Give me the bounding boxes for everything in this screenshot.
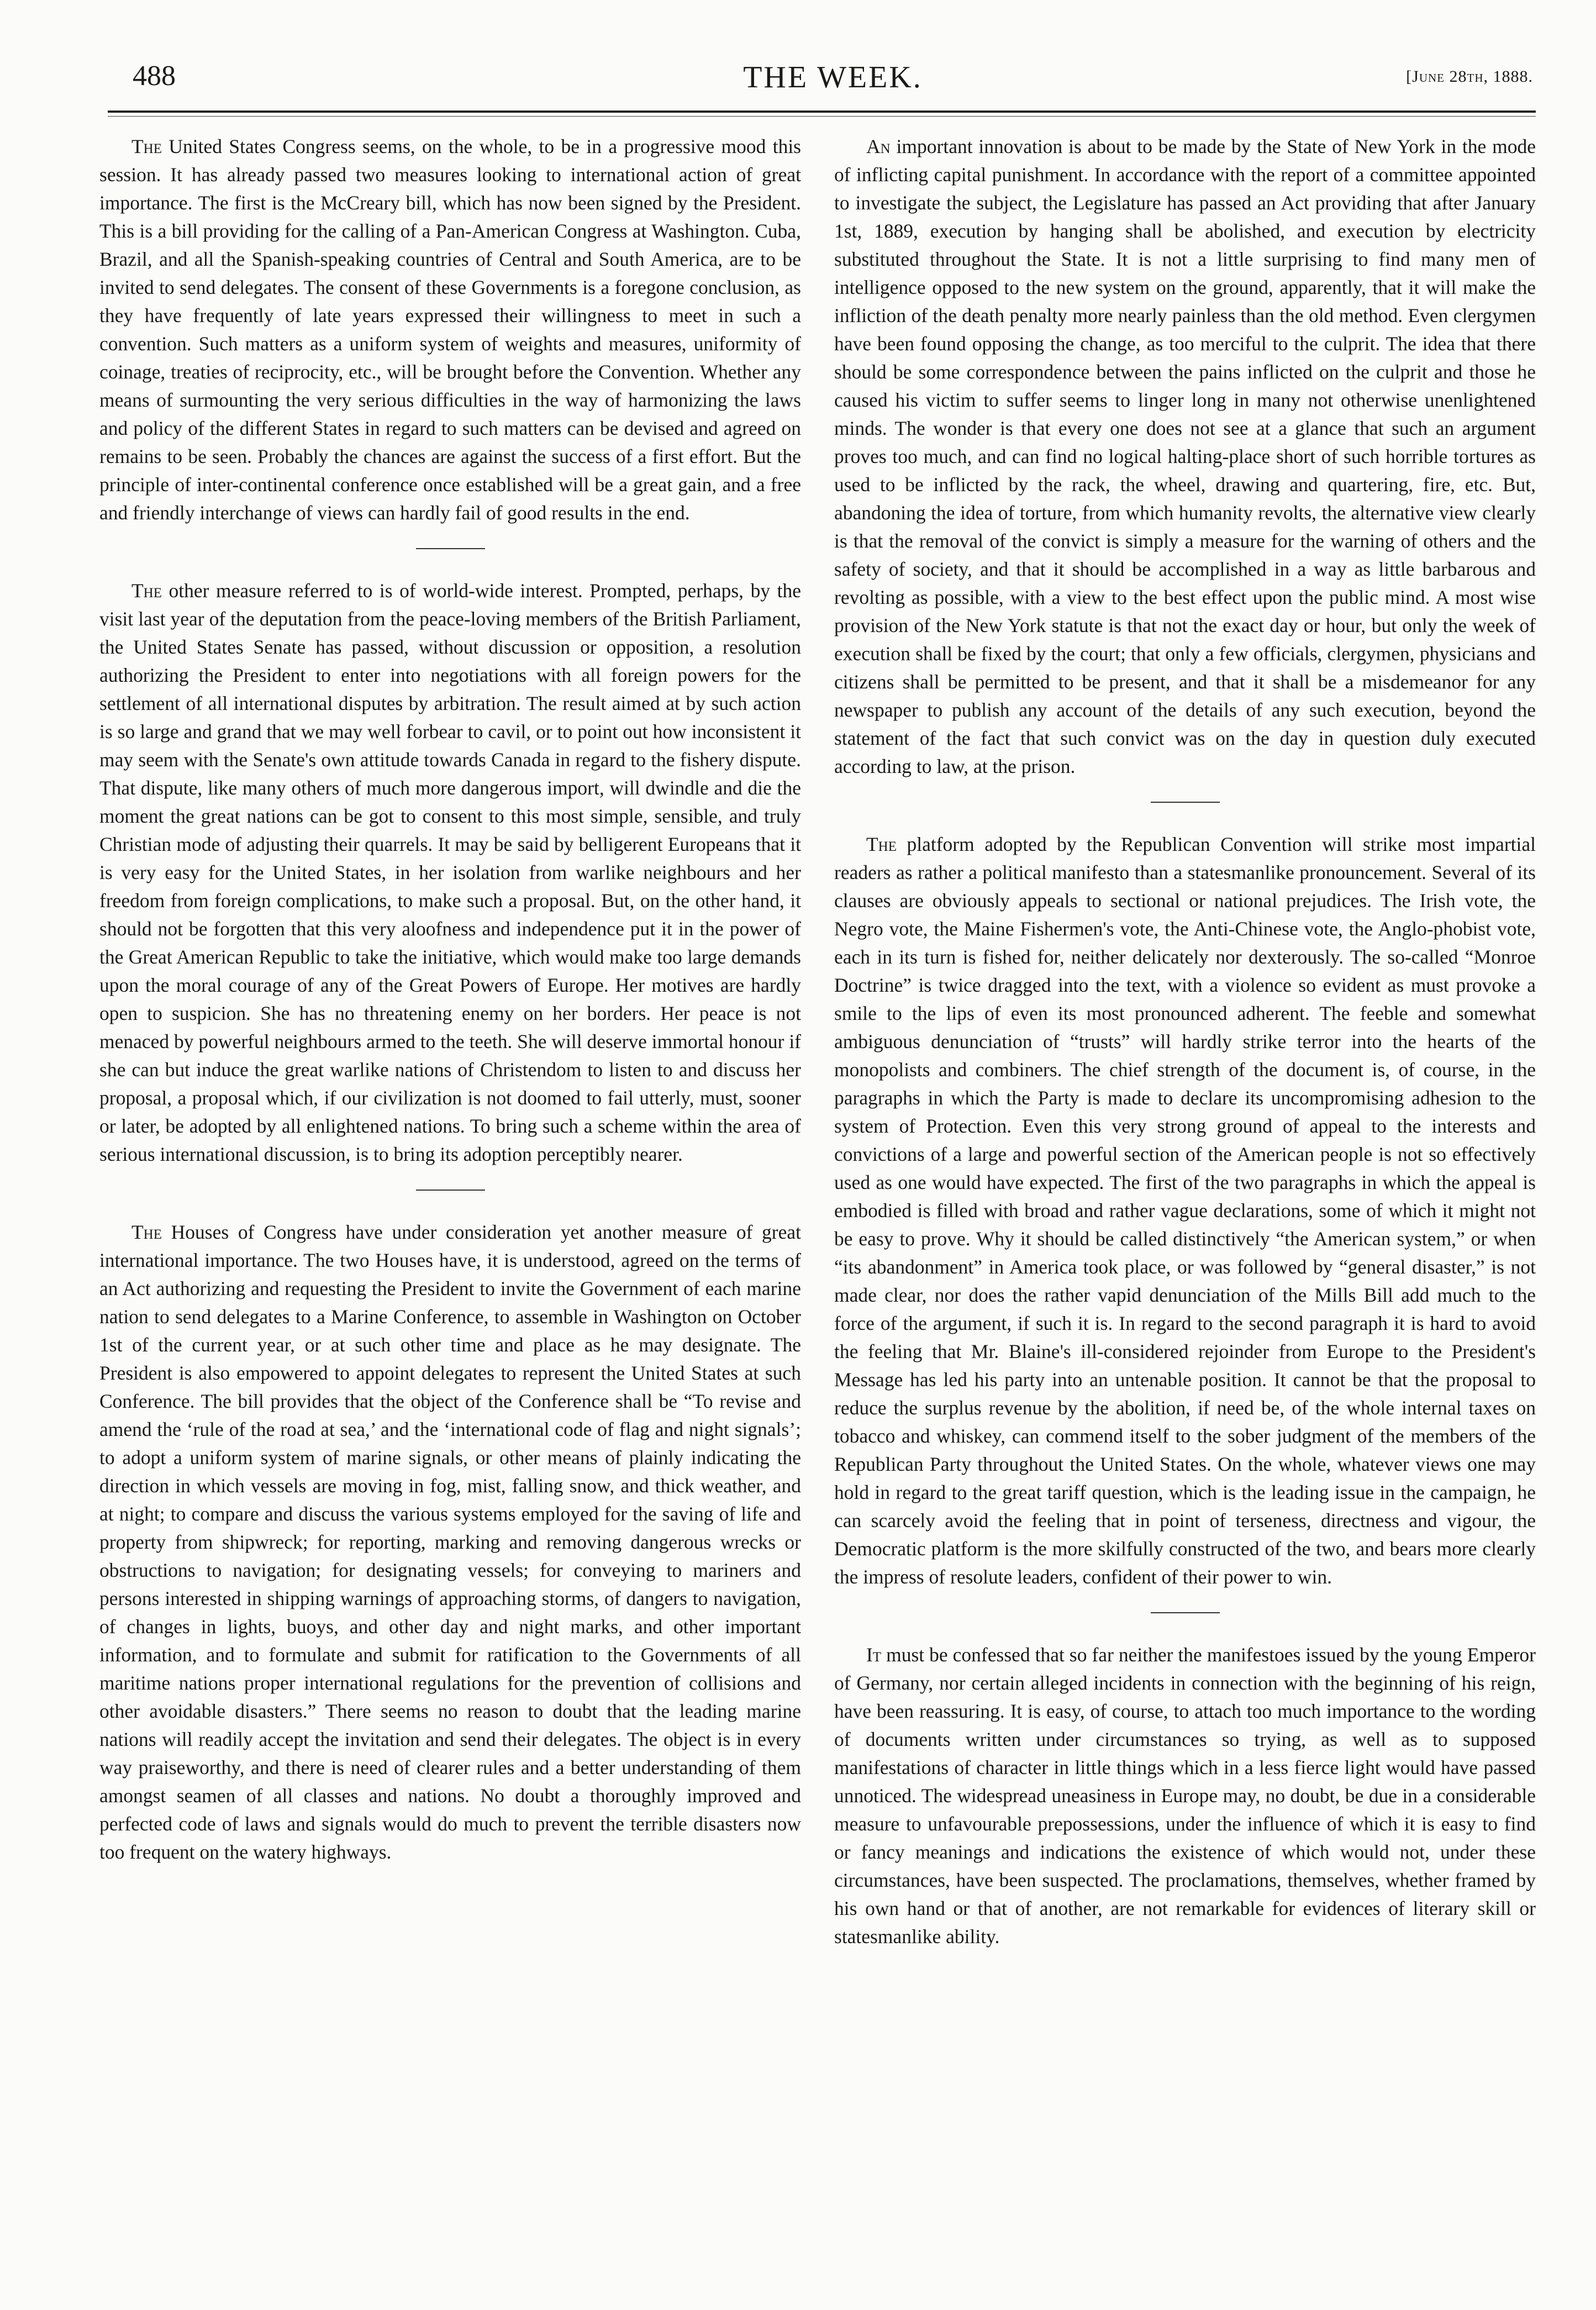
header-rule-thick: [108, 110, 1536, 113]
paragraph-lead: The: [131, 580, 162, 602]
page-header: [133, 60, 1533, 104]
article-paragraph: [834, 1641, 1536, 1951]
right-column: [834, 133, 1536, 1951]
paragraph-text: platform adopted by the Republican Convention will strike most impartial readers as rather a political manifesto than a statesmanlike pronouncement. Several of its clauses are obviously appeals to sectional or national prejudices. The Irish vote, the Negro vote, the Maine Fishermen's vote, the Anti-Chinese vote, the Anglo-phobist vote, each in its turn is fished for, neither delicately nor dexterously. The so-called “Monroe Doctrine” is twice dragged into the text, with a violence so evident as must provoke a smile to the lips of even its most pronounced adherent. The feeble and somewhat ambiguous denunciation of “trusts” will hardly strike terror into the hearts of the monopolists and combiners. The chief strength of the document is, of course, in the paragraphs in which the Party is made to declare its uncompromising adhesion to the system of Protection. Even this very strong ground of appeal to the interests and convictions of a large and powerful section of the American people is not so effectively used as one would have expected. The first of the two paragraphs in which the appeal is embodied is filled with broad and rather vague declarations, some of which it might not be easy to prove. Why it should be called distinctively “the American system,” or when “its abandonment” in America took place, or was followed by “general disaster,” is not made clear, nor does the rather vapid denunciation of the Mills Bill add much to the force of the argument, if such it is. In regard to the second paragraph it is hard to avoid the feeling that Mr. Blaine's ill-considered rejoinder from Europe to the President's Message has led his party into an untenable position. It cannot be that the proposal to reduce the surplus revenue by the abolition, if need be, of the whole internal taxes on tobacco and whiskey, can commend itself to the sober judgment of the members of the Republican Party throughout the United States. On the whole, whatever views one may hold in regard to the great tariff question, which is the leading issue in the campaign, he can scarcely avoid the feeling that in point of terseness, directness and vigour, the Democratic platform is the more skilfully constructed of the two, and bears more clearly the impress of resolute leaders, confident of their power to win.: [834, 833, 1536, 1588]
section-separator: [1151, 802, 1220, 803]
paragraph-lead: The: [866, 833, 897, 855]
paragraph-text: important innovation is about to be made by the State of New York in the mode of inflicting capital punishment. In accordance with the report of a committee appointed to investigate the subject, the Legislature has passed an Act providing that after January 1st, 1889, execution by hanging shall be abolished, and execution by electricity substituted throughout the State. It is not a little surprising to find many men of intelligence opposed to the new system on the ground, apparently, that it will make the infliction of the death penalty more nearly painless than the old method. Even clergymen have been found opposing the change, as too merciful to the culprit. The idea that there should be some correspondence between the pains inflicted on the culprit and those he caused his victim to suffer seems to linger long in many not otherwise unenlightened minds. The wonder is that every one does not see at a glance that such an argument proves too much, and can find no logical halting-place short of such horrible tortures as used to be inflicted by the rack, the wheel, drawing and quartering, fire, etc. But, abandoning the idea of torture, from which humanity revolts, the alternative view clearly is that the removal of the convict is simply a measure for the warning of others and the safety of society, and that it should be accomplished in a way as little barbarous and revolting as possible, with a view to the best effect upon the public mind. A most wise provision of the New York statute is that not the exact day or hour, but only the week of execution shall be fixed by the court; that only a few officials, clergymen, physicians and citizens shall be permitted to be present, and that it shall be a misdemeanor for any newspaper to publish any account of the details of any such execution, beyond the statement of the fact that such convict was on the day in question duly executed according to law, at the prison.: [834, 135, 1536, 777]
section-separator: [1151, 1612, 1220, 1613]
paragraph-lead: An: [866, 135, 891, 157]
left-column: [99, 133, 801, 1866]
paragraph-text: must be confessed that so far neither the manifestoes issued by the young Emperor of Germany, nor certain alleged incidents in connection with the beginning of his reign, have been reassuring. It is easy, of course, to attach too much importance to the wording of documents written under circumstances so trying, as well as to supposed manifestations of character in little things which in a less fierce light would have passed unnoticed. The widespread uneasiness in Europe may, no doubt, be due in a considerable measure to unfavourable prepossessions, under the influence of which it is easy to find or fancy meanings and indications the existence of which would not, under these circumstances, have been suspected. The proclamations, themselves, whether framed by his own hand or that of another, are not remarkable for evidences of literary skill or statesmanlike ability.: [834, 1644, 1536, 1948]
header-rule-thin: [108, 116, 1536, 117]
section-separator: [416, 1190, 485, 1191]
paragraph-lead: It: [866, 1644, 882, 1666]
article-paragraph: [99, 133, 801, 527]
article-paragraph: [99, 1218, 801, 1866]
paragraph-lead: The: [131, 1221, 162, 1243]
paragraph-text: Houses of Congress have under consideration yet another measure of great international importance. The two Houses have, it is understood, agreed on the terms of an Act authorizing and requesting the President to invite the Government of each marine nation to send delegates to a Marine Conference, to assemble in Washington on October 1st of the current year, or at such other time and place as he may designate. The President is also empowered to appoint delegates to represent the United States at such Conference. The bill provides that the object of the Conference shall be “To revise and amend the ‘rule of the road at sea,’ and the ‘international code of flag and night signals’; to adopt a uniform system of marine signals, or other means of plainly indicating the direction in which vessels are moving in fog, mist, falling snow, and thick weather, and at night; to compare and discuss the various systems employed for the saving of life and property from shipwreck; for reporting, marking and removing dangerous wrecks or obstructions to navigation; for designating vessels; for conveying to mariners and persons interested in shipping warnings of approaching storms, of dangers to navigation, of changes in lights, buoys, and other day and night marks, and other important information, and to formulate and submit for ratification to the Governments of all maritime nations proper international regulations for the prevention of collisions and other avoidable disasters.” There seems no reason to doubt that the leading marine nations will readily accept the invitation and send their delegates. The object is in every way praiseworthy, and there is need of clearer rules and a better understanding of them amongst seamen of all classes and nations. No doubt a thoroughly improved and perfected code of laws and signals would do much to prevent the terrible disasters now too frequent on the watery highways.: [99, 1221, 801, 1863]
paragraph-text: United States Congress seems, on the whole, to be in a progressive mood this session. It has already passed two measures looking to international action of great importance. The first is the McCreary bill, which has now been signed by the President. This is a bill providing for the calling of a Pan-American Congress at Washington. Cuba, Brazil, and all the Spanish-speaking countries of Central and South America, are to be invited to send delegates. The consent of these Governments is a foregone conclusion, as they have frequently of late years expressed their willingness to meet in such a convention. Such matters as a uniform system of weights and measures, uniformity of coinage, treaties of reciprocity, etc., will be brought before the Convention. Whether any means of surmounting the very serious difficulties in the way of harmonizing the laws and policy of the different States in regard to such matters can be devised and agreed on remains to be seen. Probably the chances are against the success of a first effort. But the principle of inter-continental conference once established will be a great gain, and a free and friendly interchange of views can hardly fail of good results in the end.: [99, 135, 801, 524]
article-paragraph: [834, 133, 1536, 781]
page-number: 488: [133, 60, 176, 92]
article-paragraph: [99, 577, 801, 1169]
section-separator: [416, 548, 485, 549]
paragraph-text: other measure referred to is of world-wide interest. Prompted, perhaps, by the visit last year of the deputation from the peace-loving members of the British Parliament, the United States Senate has passed, without discussion or opposition, a resolution authorizing the President to enter into negotiations with all foreign powers for the settlement of all international disputes by arbitration. The result aimed at by such action is so large and grand that we may well forbear to cavil, or to point out how inconsistent it may seem with the Senate's own attitude towards Canada in regard to the fishery dispute. That dispute, like many others of much more dangerous import, will dwindle and die the moment the great nations can be got to consent to this most simple, sensible, and truly Christian mode of adjusting their quarrels. It may be said by belligerent Europeans that it is very easy for the United States, in her isolation from warlike neighbours and her freedom from foreign complications, to make such a proposal. But, on the other hand, it should not be forgotten that this very aloofness and independence put it in the power of the Great American Republic to take the initiative, which would make too large demands upon the moral courage of any of the Great Powers of Europe. Her motives are hardly open to suspicion. She has no threatening enemy on her borders. Her peace is not menaced by powerful neighbours armed to the teeth. She will deserve immortal honour if she can but induce the great warlike nations of Christendom to listen to and discuss her proposal, a proposal which, if our civilization is not doomed to fail utterly, must, sooner or later, be adopted by all enlightened nations. To bring such a scheme within the area of serious international discussion, is to bring its adoption perceptibly nearer.: [99, 580, 801, 1165]
publication-title: THE WEEK.: [743, 60, 923, 94]
article-paragraph: [834, 830, 1536, 1591]
issue-date: [June 28th, 1888.: [1406, 67, 1533, 86]
paragraph-lead: The: [131, 135, 162, 157]
